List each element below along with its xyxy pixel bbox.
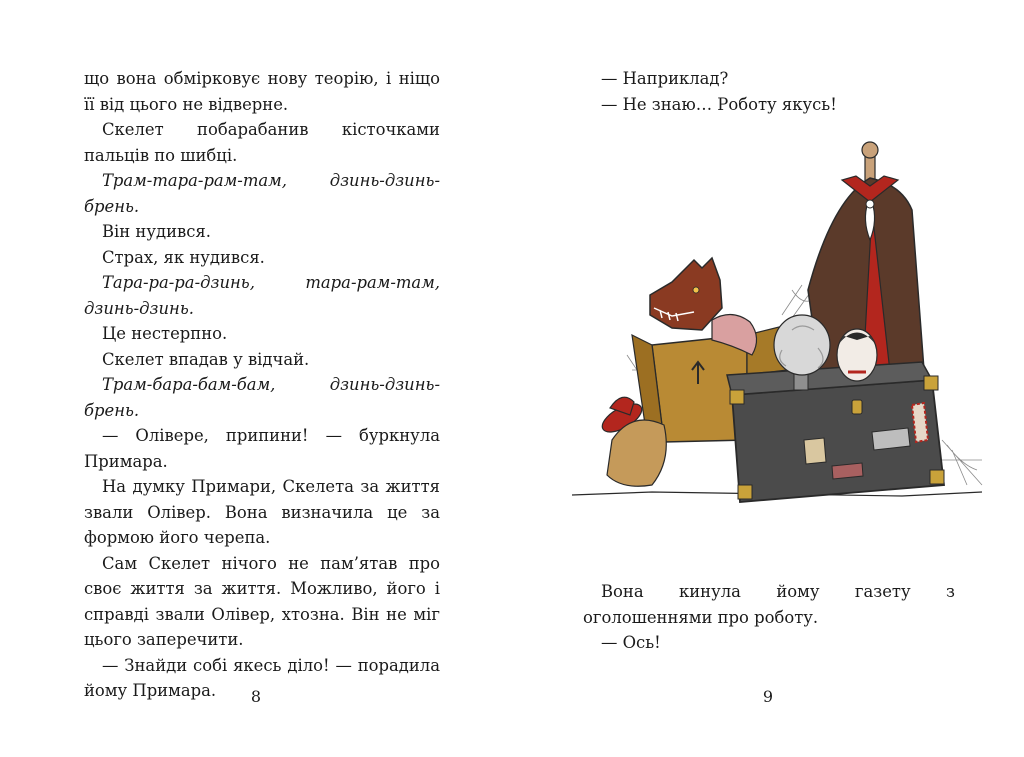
paragraph: Вона кинула йому газету з оголошеннями про роботу.: [583, 582, 955, 627]
paragraph: На думку Примари, Скелета за життя звали Олівер. Вона визначила це за формою його черепа.: [84, 477, 440, 547]
paragraph: Скелет впадав у відчай.: [102, 349, 310, 369]
dialogue-line: — Наприклад?: [601, 69, 729, 88]
right-page-top-text: [601, 66, 951, 117]
trunk: [732, 380, 944, 502]
paragraph: Страх, як нудився.: [102, 247, 265, 267]
paragraph: Тара-ра-ра-дзинь, тара-рам-там, дзинь-дзинь.: [84, 273, 440, 318]
paragraph: що вона обмірковує нову теорію, і ніщо її від цього не відверне.: [84, 69, 440, 114]
wolf-mask: [650, 258, 722, 330]
paragraph: Сам Скелет нічого не пам’ятав про своє життя за життя. Можливо, його і справді звали Олівер, хтозна. Він не міг цього заперечити.: [84, 553, 440, 649]
paragraph: Трам-бара-бам-бам, дзинь-дзинь-брень.: [84, 375, 440, 420]
right-page: [512, 0, 1024, 757]
page-number: 9: [762, 687, 774, 706]
right-page-bottom-text: [583, 579, 955, 656]
paragraph: Це нестерпно.: [102, 324, 228, 343]
paragraph: Він нудився.: [102, 222, 211, 241]
dialogue-line: — Не знаю… Роботу якусь!: [601, 94, 837, 114]
left-page-text: [84, 66, 440, 704]
vampire-mask: [837, 329, 877, 381]
costume-trunks-illustration: [572, 140, 992, 540]
paragraph: — Олівере, припини! — буркнула Примара.: [84, 426, 440, 471]
page-number: 8: [250, 687, 262, 706]
paragraph: Скелет побарабанив кісточками пальців по шибці.: [84, 120, 440, 165]
dialogue-line: — Ось!: [601, 633, 661, 652]
paragraph: Трам-тара-рам-там, дзинь-дзинь-брень.: [84, 171, 440, 216]
paragraph: — Знайди собі якесь діло! — порадила йому Примара.: [84, 655, 440, 700]
